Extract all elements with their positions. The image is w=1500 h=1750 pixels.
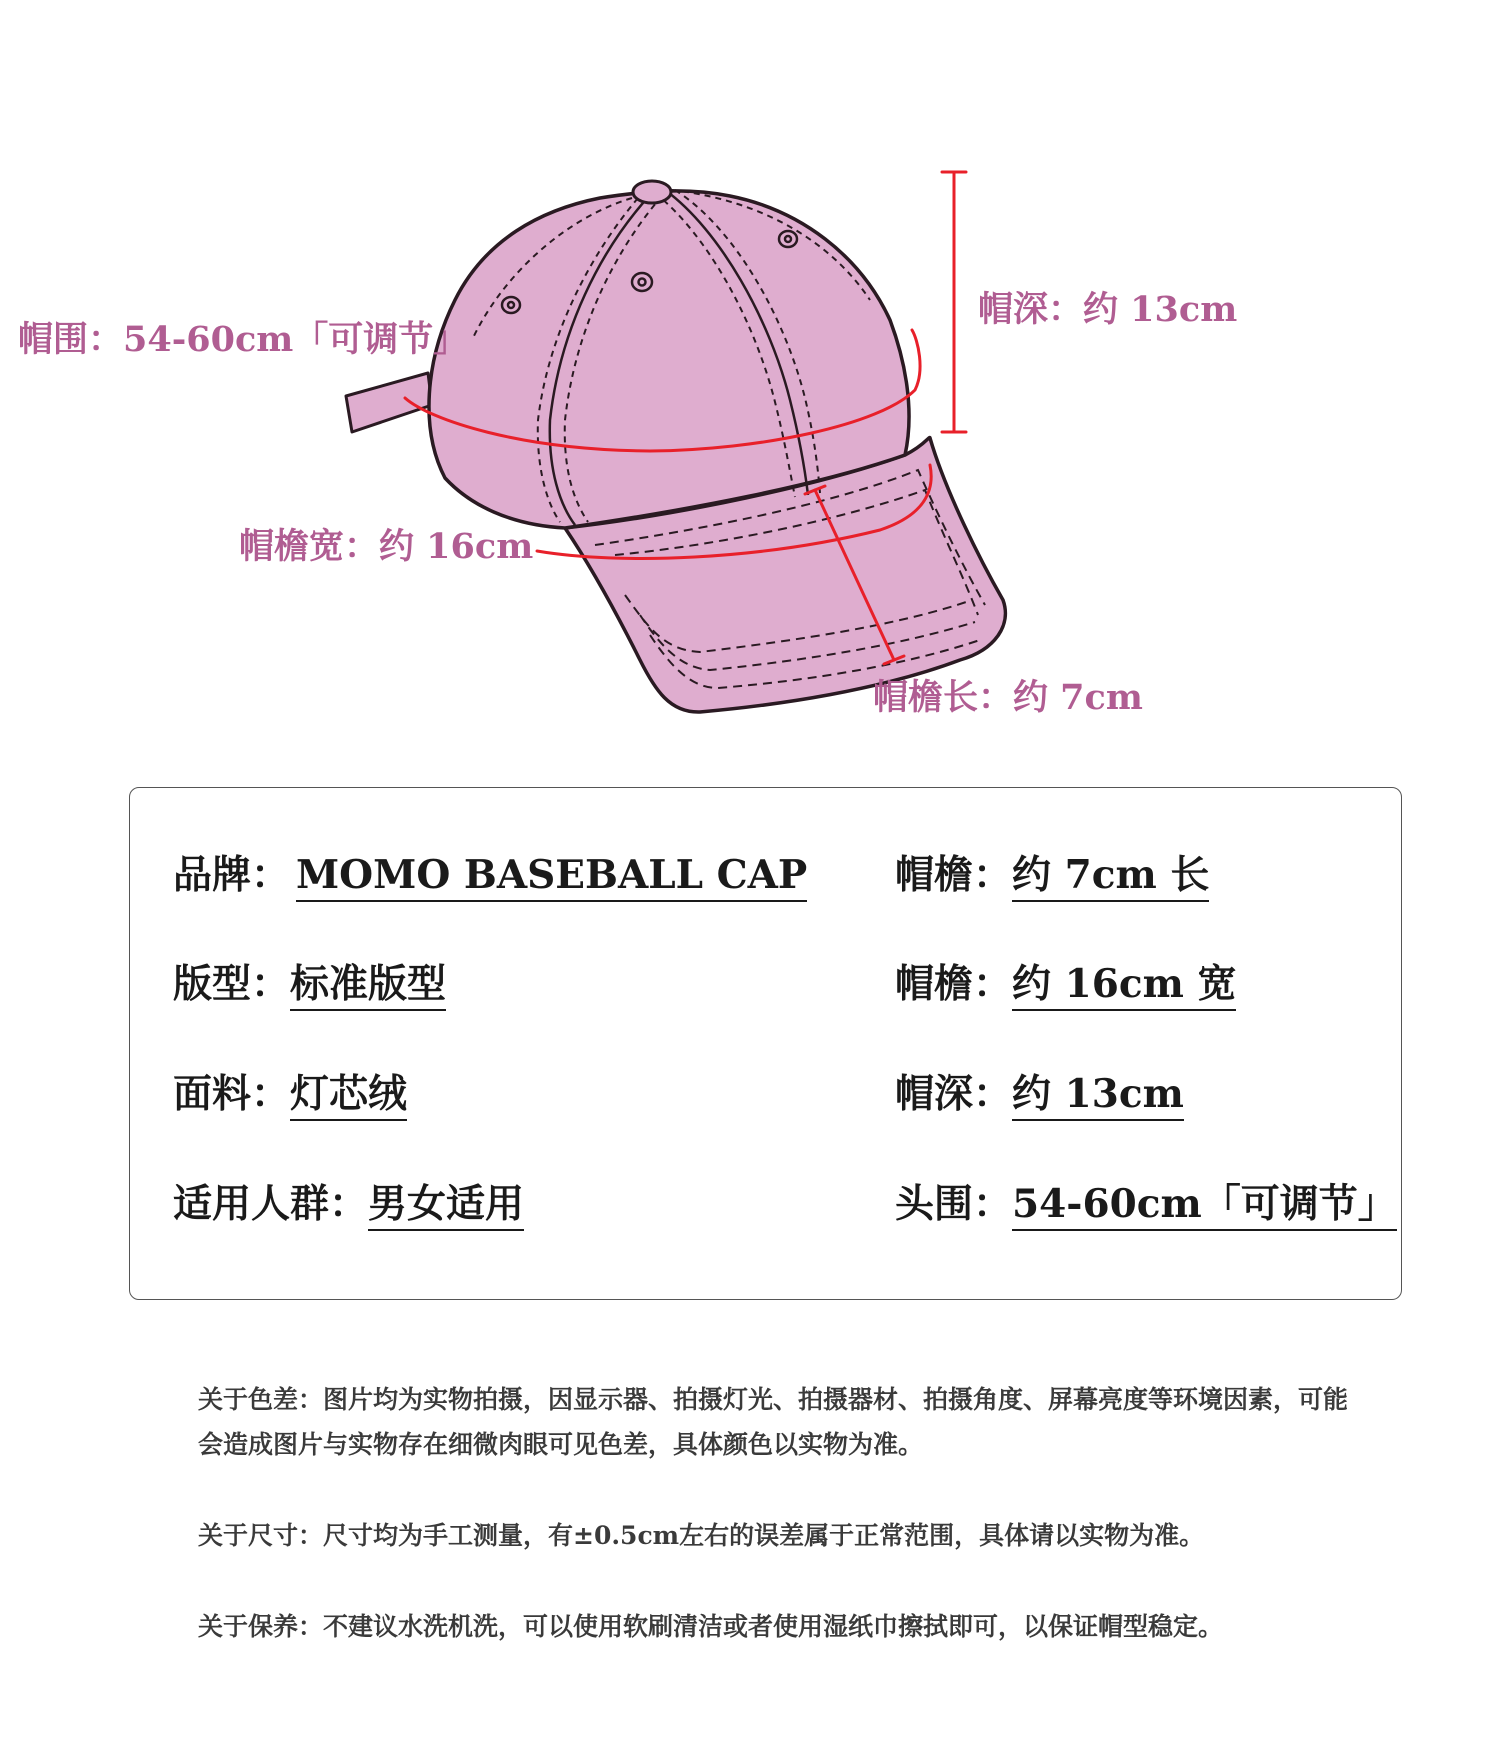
spec-value: 标准版型	[290, 962, 446, 1011]
spec-brim-length	[895, 853, 1209, 902]
cap-crown	[429, 191, 909, 528]
spec-label: 适用人群：	[173, 1181, 369, 1227]
spec-value: 约 13cm	[1012, 1072, 1184, 1121]
note-size: 关于尺寸：尺寸均为手工测量，有±0.5cm左右的误差属于正常范围，具体请以实物为准。	[198, 1521, 1205, 1550]
depth-label: 帽深：约 13cm	[978, 289, 1238, 330]
spec-depth	[895, 1072, 1184, 1121]
spec-audience	[173, 1182, 524, 1231]
spec-label: 品牌：	[173, 852, 291, 898]
brim-length-label: 帽檐长：约 7cm	[873, 677, 1143, 718]
brim-width-label: 帽檐宽：约 16cm	[239, 526, 534, 567]
spec-brim-width	[895, 962, 1236, 1011]
spec-label: 版型：	[173, 961, 291, 1007]
spec-fit	[173, 962, 446, 1011]
spec-brand	[173, 853, 807, 902]
spec-label: 面料：	[173, 1071, 291, 1117]
note-color: 关于色差：图片均为实物拍摄，因显示器、拍摄灯光、拍摄器材、拍摄角度、屏幕亮度等环境因素，可能会造成图片与实物存在细微肉眼可见色差，具体颜色以实物为准。	[198, 1385, 1349, 1459]
spec-label: 帽深：	[895, 1071, 1013, 1117]
cap-strap	[346, 373, 432, 432]
circumference-label: 帽围：54-60cm「可调节」	[18, 319, 469, 360]
spec-label: 帽檐：	[895, 961, 1013, 1007]
spec-value: 灯芯绒	[290, 1072, 407, 1121]
spec-fabric	[173, 1072, 407, 1121]
cap-diagram	[0, 0, 1500, 760]
spec-label: 帽檐：	[895, 852, 1013, 898]
cap-button	[633, 181, 671, 203]
spec-value: 男女适用	[368, 1182, 524, 1231]
spec-value: 约 7cm 长	[1012, 853, 1209, 902]
spec-head	[895, 1182, 1397, 1231]
spec-label: 头围：	[895, 1181, 1013, 1227]
spec-value: 约 16cm 宽	[1012, 962, 1236, 1011]
note-care: 关于保养：不建议水洗机洗，可以使用软刷清洁或者使用湿纸巾擦拭即可，以保证帽型稳定。	[198, 1612, 1224, 1641]
spec-value: 54-60cm「可调节」	[1012, 1182, 1397, 1231]
spec-value: MOMO BASEBALL CAP	[296, 853, 807, 902]
